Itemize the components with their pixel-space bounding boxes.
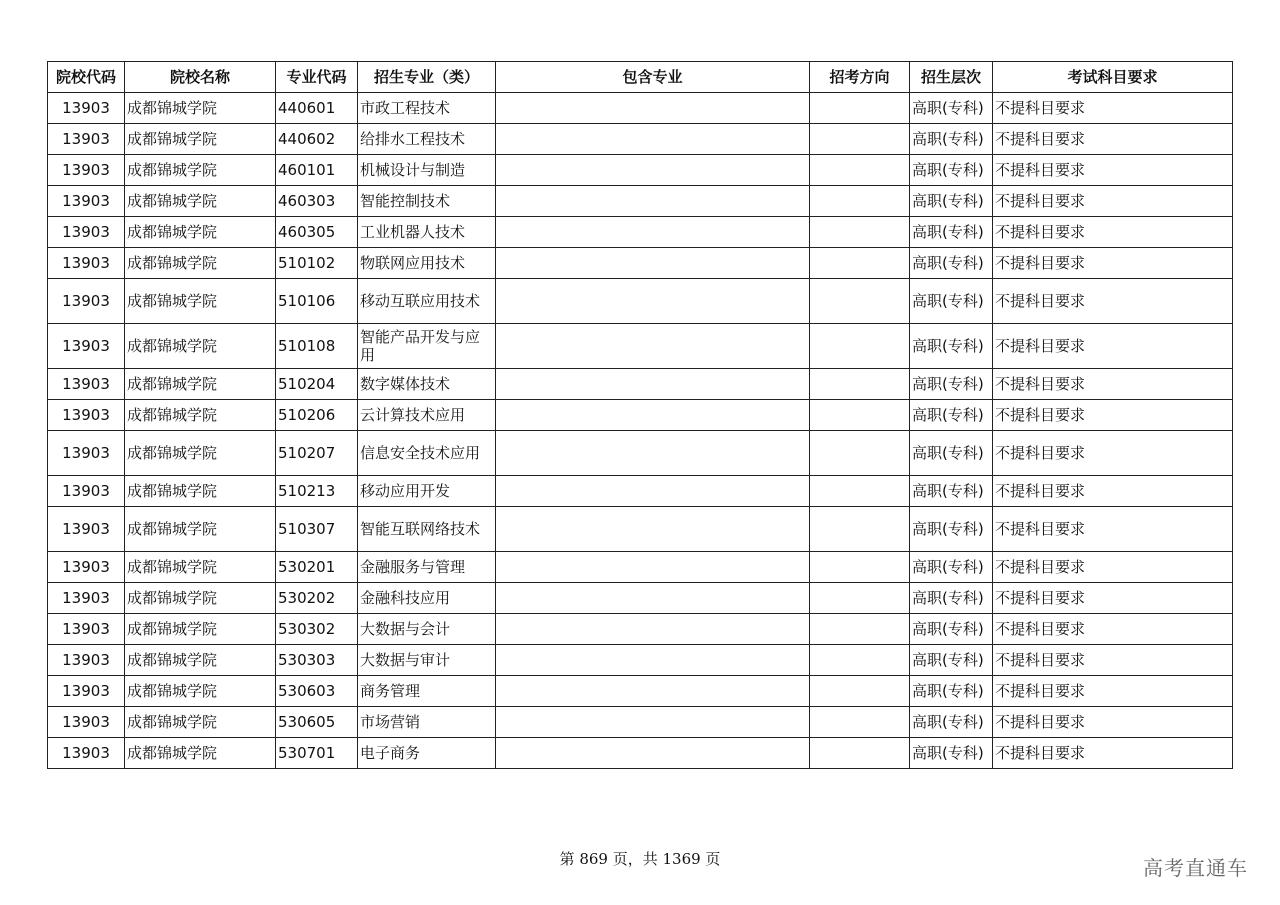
cell-level: 高职(专科) [910, 400, 993, 431]
cell-level: 高职(专科) [910, 279, 993, 324]
cell-major-code: 440602 [276, 124, 358, 155]
cell-major: 机械设计与制造 [358, 155, 496, 186]
cell-included-majors [496, 186, 810, 217]
cell-subject-requirement: 不提科目要求 [993, 400, 1233, 431]
cell-level: 高职(专科) [910, 583, 993, 614]
cell-school-name: 成都锦城学院 [125, 707, 276, 738]
cell-direction [810, 645, 910, 676]
cell-direction [810, 217, 910, 248]
cell-direction [810, 507, 910, 552]
cell-major-code: 460303 [276, 186, 358, 217]
cell-school-name: 成都锦城学院 [125, 676, 276, 707]
cell-subject-requirement: 不提科目要求 [993, 645, 1233, 676]
table-row [48, 645, 1233, 676]
cell-included-majors [496, 676, 810, 707]
cell-school-name: 成都锦城学院 [125, 614, 276, 645]
table-row [48, 279, 1233, 324]
cell-level: 高职(专科) [910, 476, 993, 507]
cell-direction [810, 707, 910, 738]
cell-major-code: 440601 [276, 93, 358, 124]
cell-school-name: 成都锦城学院 [125, 369, 276, 400]
table-row [48, 738, 1233, 769]
cell-school-code: 13903 [48, 248, 125, 279]
cell-major: 工业机器人技术 [358, 217, 496, 248]
cell-major: 金融服务与管理 [358, 552, 496, 583]
cell-included-majors [496, 583, 810, 614]
cell-school-name: 成都锦城学院 [125, 552, 276, 583]
cell-school-name: 成都锦城学院 [125, 186, 276, 217]
cell-major: 大数据与审计 [358, 645, 496, 676]
header-level: 招生层次 [910, 62, 993, 93]
cell-direction [810, 431, 910, 476]
cell-school-code: 13903 [48, 124, 125, 155]
table-body [48, 93, 1233, 769]
cell-direction [810, 324, 910, 369]
cell-school-name: 成都锦城学院 [125, 155, 276, 186]
cell-included-majors [496, 552, 810, 583]
cell-major: 云计算技术应用 [358, 400, 496, 431]
cell-major: 移动互联应用技术 [358, 279, 496, 324]
cell-major-code: 530701 [276, 738, 358, 769]
cell-subject-requirement: 不提科目要求 [993, 676, 1233, 707]
page-number: 第 869 页，共 1369 页 [559, 850, 721, 868]
cell-subject-requirement: 不提科目要求 [993, 279, 1233, 324]
cell-school-name: 成都锦城学院 [125, 583, 276, 614]
cell-included-majors [496, 279, 810, 324]
cell-major-code: 510106 [276, 279, 358, 324]
cell-subject-requirement: 不提科目要求 [993, 614, 1233, 645]
cell-direction [810, 248, 910, 279]
cell-direction [810, 155, 910, 186]
cell-school-name: 成都锦城学院 [125, 124, 276, 155]
header-major-code: 专业代码 [276, 62, 358, 93]
cell-major-code: 530303 [276, 645, 358, 676]
header-school-name: 院校名称 [125, 62, 276, 93]
cell-major: 市场营销 [358, 707, 496, 738]
cell-major: 物联网应用技术 [358, 248, 496, 279]
table-row [48, 552, 1233, 583]
cell-major: 数字媒体技术 [358, 369, 496, 400]
cell-school-code: 13903 [48, 369, 125, 400]
cell-major-code: 460305 [276, 217, 358, 248]
table-row [48, 476, 1233, 507]
cell-level: 高职(专科) [910, 645, 993, 676]
cell-school-name: 成都锦城学院 [125, 738, 276, 769]
cell-included-majors [496, 507, 810, 552]
cell-level: 高职(专科) [910, 217, 993, 248]
cell-school-code: 13903 [48, 645, 125, 676]
cell-school-name: 成都锦城学院 [125, 279, 276, 324]
cell-school-name: 成都锦城学院 [125, 248, 276, 279]
cell-subject-requirement: 不提科目要求 [993, 93, 1233, 124]
cell-included-majors [496, 124, 810, 155]
cell-school-code: 13903 [48, 552, 125, 583]
table-row [48, 583, 1233, 614]
cell-major: 信息安全技术应用 [358, 431, 496, 476]
cell-direction [810, 93, 910, 124]
cell-major: 电子商务 [358, 738, 496, 769]
cell-direction [810, 369, 910, 400]
cell-included-majors [496, 431, 810, 476]
cell-major-code: 510206 [276, 400, 358, 431]
cell-major-code: 530603 [276, 676, 358, 707]
cell-level: 高职(专科) [910, 676, 993, 707]
table-header [48, 62, 1233, 93]
cell-subject-requirement: 不提科目要求 [993, 707, 1233, 738]
cell-level: 高职(专科) [910, 431, 993, 476]
cell-direction [810, 400, 910, 431]
cell-school-name: 成都锦城学院 [125, 645, 276, 676]
cell-subject-requirement: 不提科目要求 [993, 507, 1233, 552]
cell-major-code: 510213 [276, 476, 358, 507]
cell-direction [810, 676, 910, 707]
cell-major: 移动应用开发 [358, 476, 496, 507]
cell-major-code: 530302 [276, 614, 358, 645]
table-row [48, 248, 1233, 279]
cell-level: 高职(专科) [910, 124, 993, 155]
cell-subject-requirement: 不提科目要求 [993, 369, 1233, 400]
cell-major-code: 510108 [276, 324, 358, 369]
enrollment-table [47, 61, 1233, 769]
cell-school-code: 13903 [48, 186, 125, 217]
cell-subject-requirement: 不提科目要求 [993, 324, 1233, 369]
cell-level: 高职(专科) [910, 738, 993, 769]
cell-level: 高职(专科) [910, 93, 993, 124]
cell-major-code: 530202 [276, 583, 358, 614]
cell-subject-requirement: 不提科目要求 [993, 583, 1233, 614]
header-subject-requirement: 考试科目要求 [993, 62, 1233, 93]
cell-level: 高职(专科) [910, 155, 993, 186]
cell-direction [810, 614, 910, 645]
cell-included-majors [496, 248, 810, 279]
table-row [48, 400, 1233, 431]
cell-included-majors [496, 645, 810, 676]
table-row [48, 676, 1233, 707]
cell-subject-requirement: 不提科目要求 [993, 552, 1233, 583]
cell-included-majors [496, 614, 810, 645]
header-school-code: 院校代码 [48, 62, 125, 93]
cell-level: 高职(专科) [910, 507, 993, 552]
cell-subject-requirement: 不提科目要求 [993, 186, 1233, 217]
cell-school-code: 13903 [48, 614, 125, 645]
cell-school-code: 13903 [48, 476, 125, 507]
cell-school-code: 13903 [48, 324, 125, 369]
cell-school-code: 13903 [48, 431, 125, 476]
watermark: 高考直通车 [1143, 856, 1248, 880]
cell-direction [810, 279, 910, 324]
cell-major-code: 530605 [276, 707, 358, 738]
cell-included-majors [496, 217, 810, 248]
cell-major-code: 510307 [276, 507, 358, 552]
cell-school-name: 成都锦城学院 [125, 217, 276, 248]
cell-major-code: 510204 [276, 369, 358, 400]
cell-level: 高职(专科) [910, 614, 993, 645]
table-row [48, 155, 1233, 186]
cell-level: 高职(专科) [910, 369, 993, 400]
cell-major: 智能产品开发与应用 [358, 324, 496, 369]
header-direction: 招考方向 [810, 62, 910, 93]
table-row [48, 217, 1233, 248]
cell-school-code: 13903 [48, 155, 125, 186]
cell-school-code: 13903 [48, 707, 125, 738]
cell-direction [810, 124, 910, 155]
header-major: 招生专业（类） [358, 62, 496, 93]
cell-included-majors [496, 400, 810, 431]
cell-major-code: 510207 [276, 431, 358, 476]
cell-included-majors [496, 369, 810, 400]
cell-school-name: 成都锦城学院 [125, 431, 276, 476]
table-row [48, 431, 1233, 476]
cell-school-name: 成都锦城学院 [125, 507, 276, 552]
cell-subject-requirement: 不提科目要求 [993, 155, 1233, 186]
cell-major-code: 510102 [276, 248, 358, 279]
cell-school-code: 13903 [48, 279, 125, 324]
cell-major: 智能控制技术 [358, 186, 496, 217]
cell-school-code: 13903 [48, 583, 125, 614]
header-included-majors: 包含专业 [496, 62, 810, 93]
cell-direction [810, 552, 910, 583]
cell-included-majors [496, 738, 810, 769]
cell-included-majors [496, 93, 810, 124]
cell-included-majors [496, 324, 810, 369]
cell-subject-requirement: 不提科目要求 [993, 738, 1233, 769]
cell-direction [810, 186, 910, 217]
cell-included-majors [496, 155, 810, 186]
cell-school-code: 13903 [48, 676, 125, 707]
cell-included-majors [496, 476, 810, 507]
cell-major: 大数据与会计 [358, 614, 496, 645]
cell-major: 金融科技应用 [358, 583, 496, 614]
table-row [48, 707, 1233, 738]
cell-level: 高职(专科) [910, 186, 993, 217]
cell-direction [810, 476, 910, 507]
cell-school-code: 13903 [48, 400, 125, 431]
cell-direction [810, 583, 910, 614]
cell-level: 高职(专科) [910, 248, 993, 279]
cell-subject-requirement: 不提科目要求 [993, 217, 1233, 248]
table-row [48, 369, 1233, 400]
cell-school-code: 13903 [48, 217, 125, 248]
cell-major: 给排水工程技术 [358, 124, 496, 155]
cell-school-code: 13903 [48, 507, 125, 552]
cell-major-code: 460101 [276, 155, 358, 186]
cell-included-majors [496, 707, 810, 738]
table-row [48, 93, 1233, 124]
cell-subject-requirement: 不提科目要求 [993, 248, 1233, 279]
cell-subject-requirement: 不提科目要求 [993, 476, 1233, 507]
cell-school-name: 成都锦城学院 [125, 400, 276, 431]
cell-direction [810, 738, 910, 769]
cell-major: 市政工程技术 [358, 93, 496, 124]
cell-school-name: 成都锦城学院 [125, 324, 276, 369]
table-row [48, 324, 1233, 369]
table-row [48, 186, 1233, 217]
cell-school-code: 13903 [48, 93, 125, 124]
cell-school-name: 成都锦城学院 [125, 476, 276, 507]
cell-level: 高职(专科) [910, 324, 993, 369]
table-row [48, 614, 1233, 645]
cell-major: 商务管理 [358, 676, 496, 707]
table-row [48, 507, 1233, 552]
cell-school-name: 成都锦城学院 [125, 93, 276, 124]
cell-school-code: 13903 [48, 738, 125, 769]
cell-subject-requirement: 不提科目要求 [993, 124, 1233, 155]
cell-subject-requirement: 不提科目要求 [993, 431, 1233, 476]
cell-level: 高职(专科) [910, 552, 993, 583]
cell-major: 智能互联网络技术 [358, 507, 496, 552]
table-row [48, 124, 1233, 155]
cell-major-code: 530201 [276, 552, 358, 583]
cell-level: 高职(专科) [910, 707, 993, 738]
